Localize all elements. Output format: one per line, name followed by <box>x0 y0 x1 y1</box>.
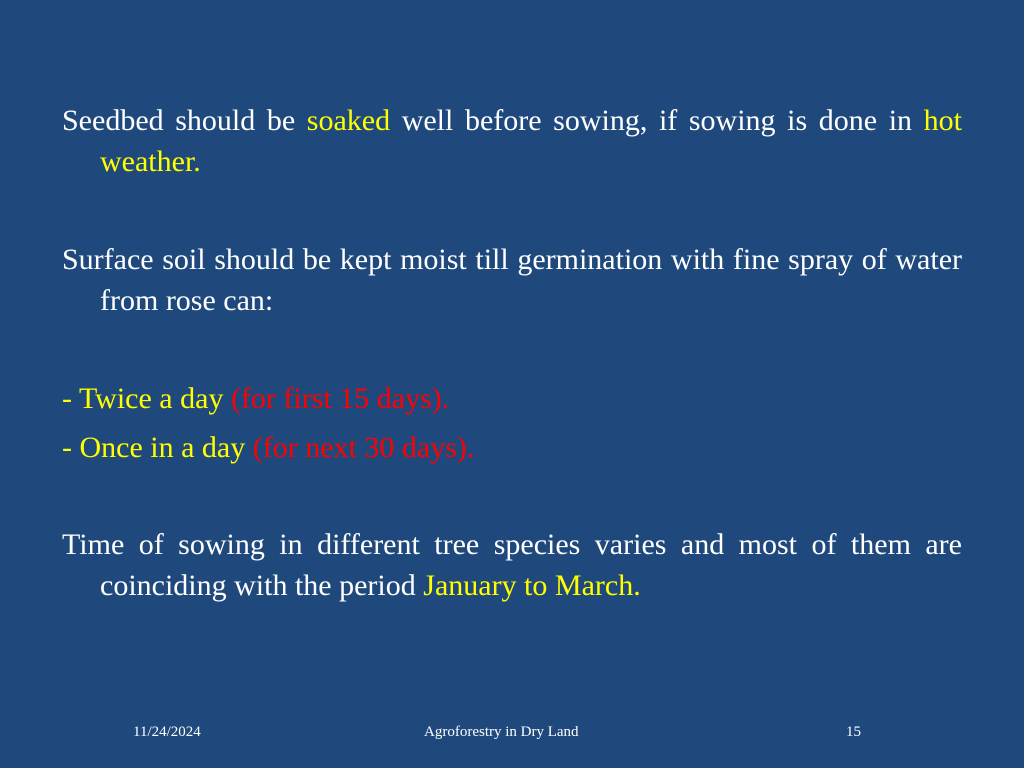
paragraph-surface-soil <box>62 239 962 321</box>
soaked-highlight: soaked <box>306 104 391 137</box>
once-a-day-text: - Once in a day <box>62 431 246 464</box>
first-15-days-note: (for first 15 days). <box>223 382 450 415</box>
footer-date: 11/24/2024 <box>133 724 201 740</box>
time-of-sowing-text: Time of sowing in different tree species varies and most of them are coinciding with the period <box>62 528 962 602</box>
next-30-days-note: (for next 30 days). <box>245 431 475 464</box>
surface-soil-text: Surface soil should be kept moist till germination with fine spray of water from rose can: <box>62 243 962 317</box>
hot-weather-highlight: hot weather. <box>100 104 962 178</box>
paragraph-time-of-sowing <box>62 524 962 606</box>
slide-content <box>62 100 962 606</box>
seedbed-text-2: well before sowing, if sowing is done in <box>390 104 924 137</box>
paragraph-seedbed <box>62 100 962 182</box>
january-to-march-highlight: January to March. <box>423 569 641 602</box>
footer-title: Agroforestry in Dry Land <box>424 724 579 740</box>
seedbed-text-1: Seedbed should be <box>62 104 307 137</box>
bullet-twice-a-day <box>62 378 962 419</box>
twice-a-day-text: - Twice a day <box>62 382 224 415</box>
footer-page-number: 15 <box>846 724 861 740</box>
bullet-once-a-day <box>62 427 962 468</box>
